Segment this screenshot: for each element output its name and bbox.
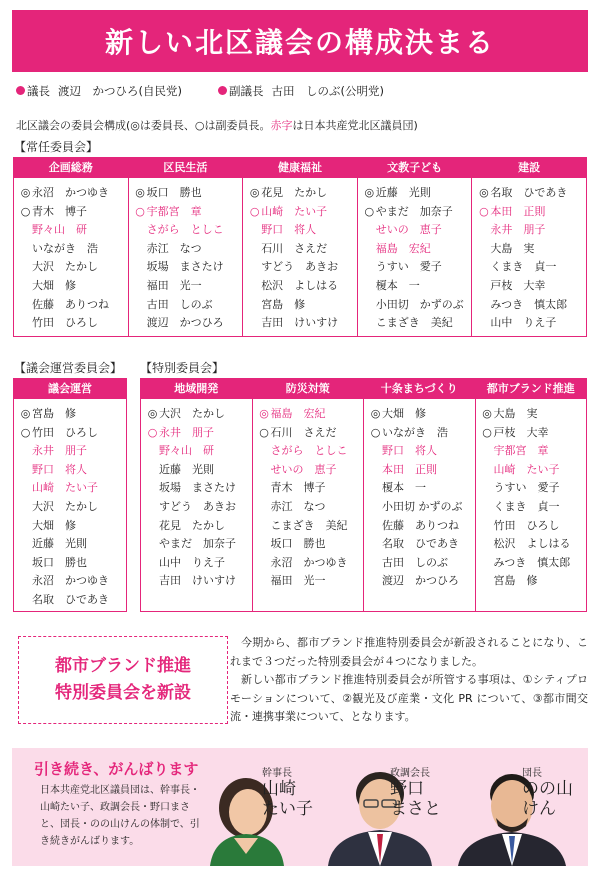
member-name: こまざき 美紀 [270, 518, 348, 532]
member-entry [481, 405, 583, 424]
member-name: 石川 さえだ [261, 241, 328, 255]
member-name-block [390, 764, 441, 819]
member-name: 松沢 よしはる [261, 278, 339, 292]
member-name: のの山 [522, 779, 573, 799]
member-entry [258, 572, 360, 591]
member-name: いながき 浩 [382, 425, 448, 439]
member-entry [369, 572, 471, 591]
committee-name: 文教子ども [358, 158, 472, 178]
member-entry [369, 498, 471, 517]
member-name-block [262, 764, 313, 819]
member-entry [258, 554, 360, 573]
member-name: 竹田 ひろし [32, 425, 98, 439]
member-entry [134, 277, 239, 296]
member-name: 吉田 けいすけ [159, 574, 236, 588]
member-entry [19, 296, 124, 315]
member-name: 永井 朋子 [32, 444, 87, 458]
member-entry [481, 517, 583, 536]
member-entry [146, 535, 248, 554]
member-entry [363, 296, 468, 315]
member-entry [258, 479, 360, 498]
member-entry [481, 498, 583, 517]
legend-red-text: 赤字 [270, 119, 293, 132]
member-mark: ◎ [20, 186, 31, 199]
member-entry [258, 498, 360, 517]
explanation-paragraph: 新しい都市ブランド推進特別委員会が所管する事項は、①シティプロモーションについて、②観光及び産業・文化 PR について、③都市間交流・連携事業について、となります。 [230, 673, 588, 723]
member-name: さがら としこ [270, 444, 348, 458]
member-name: 竹田 ひろし [493, 518, 560, 532]
member-name: 永井 朋子 [159, 425, 214, 439]
member-entry [481, 479, 583, 498]
committee-members [14, 399, 126, 610]
committee-members [14, 178, 128, 333]
member-name: 山中 りえ子 [490, 316, 557, 330]
member-name: けん [522, 799, 556, 819]
member-entry [481, 535, 583, 554]
regular-committee-table [13, 157, 587, 337]
member-name: くまき 貞一 [490, 260, 557, 274]
member-entry [146, 572, 248, 591]
officer-chair [16, 83, 182, 99]
member-mark: ◎ [20, 407, 31, 420]
explanation-paragraph: 今期から、都市ブランド推進特別委員会が新設されることになり、これまで３つだった特別委員会が４つになりました。 [230, 636, 588, 668]
member-entry [146, 498, 248, 517]
member-entry [19, 203, 124, 222]
member-entry [258, 461, 360, 480]
member-entry [146, 405, 248, 424]
member-entry [363, 240, 468, 259]
member-name: たい子 [262, 799, 313, 819]
member-name: 小田切 かずのぶ [382, 499, 463, 513]
member-name: 大畑 修 [382, 407, 426, 420]
member-entry [481, 554, 583, 573]
member-name: 野口 将人 [382, 444, 437, 458]
member-role: 団長 [522, 768, 542, 779]
member-entry [481, 461, 583, 480]
member-mark: ○ [364, 204, 375, 218]
committee-name: 地域開発 [141, 379, 252, 399]
legend-text-end: は日本共産党北区議員団) [292, 119, 418, 132]
section-regular-label: 【常任委員会】 [14, 140, 99, 154]
member-name: 小田切 かずのぶ [375, 297, 464, 311]
member-name: 名取 ひであき [32, 592, 109, 606]
continuation-title: 引き続き、がんばります [34, 760, 199, 778]
member-name: 戸枝 大幸 [493, 425, 549, 439]
committee-members [253, 399, 364, 591]
member-name: 佐藤 ありつね [32, 297, 109, 311]
member-entry [146, 424, 248, 443]
member-entry [134, 314, 239, 333]
member-entry [19, 277, 124, 296]
member-entry [19, 424, 122, 443]
committee-members [472, 178, 586, 333]
officers [16, 83, 384, 99]
member-name: 坂口 勝也 [146, 186, 202, 199]
officer-name: 古田 しのぶ(公明党) [271, 84, 384, 98]
member-name: せいの 恵子 [270, 462, 337, 476]
member-entry [369, 535, 471, 554]
member-entry [248, 314, 353, 333]
announcement-line: 都市ブランド推進 [55, 656, 191, 676]
committee-column [364, 379, 476, 611]
member-entry [134, 240, 239, 259]
member-mark: ○ [147, 425, 158, 439]
legend [16, 117, 418, 133]
member-name: 大沢 たかし [159, 407, 225, 420]
member-name: 大畑 修 [32, 518, 76, 532]
committee-name: 防災対策 [253, 379, 364, 399]
member-entry [369, 405, 471, 424]
committee-column [476, 379, 587, 611]
member-name: 坂場 まさたけ [159, 481, 236, 495]
member-entry [248, 240, 353, 259]
member-entry [369, 424, 471, 443]
member-name: 榎本 一 [382, 481, 426, 495]
bullet-dot-icon [218, 86, 227, 95]
member-entry [369, 554, 471, 573]
member-entry [19, 554, 122, 573]
committee-column [358, 158, 473, 336]
member-entry [363, 184, 468, 203]
section-special-label: 【特別委員会】 [140, 361, 225, 375]
member-name: 宇都宮 章 [146, 204, 202, 218]
member-entry [19, 572, 122, 591]
page-title: 新しい北区議会の構成決まる [12, 10, 588, 72]
member-name: 渡辺 かつひろ [146, 316, 224, 330]
member-name: 福田 光一 [146, 278, 202, 292]
member-name: 坂場 まさたけ [146, 260, 224, 274]
member-name: 宮島 修 [493, 574, 538, 588]
member-name: 青木 博子 [270, 481, 326, 495]
member-entry [248, 296, 353, 315]
member-name: みつき 慎太郎 [490, 297, 568, 311]
member-name: 野口 将人 [32, 462, 87, 476]
member-entry [134, 296, 239, 315]
member-name: やまだ 加奈子 [159, 537, 236, 551]
committee-column [141, 379, 253, 611]
committee-name: 議会運営 [14, 379, 126, 399]
member-name: 大島 実 [493, 407, 538, 420]
committee-name: 企画総務 [14, 158, 128, 178]
member-entry [477, 184, 582, 203]
member-name: 福島 宏紀 [375, 241, 431, 255]
member-name: 本田 正則 [382, 462, 437, 476]
member-name: 石川 さえだ [270, 425, 337, 439]
member-mark: ◎ [147, 407, 158, 420]
member-name: 永沼 かつゆき [32, 574, 109, 588]
officer-vice-chair [218, 83, 384, 99]
member-mark: ○ [370, 425, 381, 439]
member-entry [248, 277, 353, 296]
member-mark: ○ [20, 425, 31, 439]
member-name: 古田 しのぶ [382, 555, 448, 569]
member-name: せいの 恵子 [375, 223, 442, 237]
member-name: 近藤 光則 [32, 537, 87, 551]
member-name: 戸枝 大幸 [490, 278, 546, 292]
committee-members [358, 178, 472, 333]
member-entry [19, 314, 124, 333]
officer-name: 渡辺 かつひろ(自民党) [58, 84, 182, 98]
member-name: 本田 正則 [490, 204, 546, 218]
member-mark: ◎ [370, 407, 381, 420]
member-name: 近藤 光則 [375, 186, 431, 199]
member-name: やまだ 加奈子 [375, 204, 453, 218]
member-mark: ○ [482, 425, 492, 439]
member-name: 永沼 かつゆき [270, 555, 348, 569]
member-name: 赤江 なつ [146, 241, 202, 255]
member-name: 宮島 修 [261, 297, 306, 311]
member-mark: ◎ [479, 186, 489, 199]
member-entry [363, 258, 468, 277]
member-name: 宮島 修 [32, 407, 76, 420]
member-entry [146, 442, 248, 461]
member-entry [363, 277, 468, 296]
continuation-text: 日本共産党北区議員団は、幹事長・山崎たい子、政調会長・野口まさと、団長・のの山けんの体制で、引き続きがんばります。 [40, 785, 200, 847]
legend-text: 北区議会の委員会構成(◎は委員長、○は副委員長。 [16, 119, 271, 132]
special-committee-table [140, 378, 587, 612]
member-entry [258, 424, 360, 443]
committee-column [14, 379, 126, 611]
member-name: 山崎 たい子 [261, 204, 328, 218]
member-entry [146, 554, 248, 573]
member-name: うすい 愛子 [375, 260, 442, 274]
bullet-dot-icon [16, 86, 25, 95]
member-entry [146, 517, 248, 536]
member-entry [19, 461, 122, 480]
member-name: 山中 りえ子 [159, 555, 225, 569]
committee-name: 区民生活 [129, 158, 243, 178]
member-mark: ○ [135, 204, 145, 218]
member-entry [477, 203, 582, 222]
member-entry [134, 184, 239, 203]
officer-role: 議長 [27, 84, 50, 98]
member-name: こまざき 美紀 [375, 316, 453, 330]
member-entry [477, 314, 582, 333]
committee-column [253, 379, 365, 611]
member-name: うすい 愛子 [493, 481, 560, 495]
member-name: 宇都宮 章 [493, 444, 549, 458]
member-name: 福田 光一 [270, 574, 326, 588]
member-name: 吉田 けいすけ [261, 316, 339, 330]
member-name: 近藤 光則 [159, 462, 214, 476]
member-name: いながき 浩 [32, 241, 98, 255]
member-entry [134, 258, 239, 277]
explanation-text [230, 634, 588, 727]
member-mark: ◎ [259, 407, 269, 420]
committee-members [129, 178, 243, 333]
member-name: 山崎 [262, 779, 296, 799]
member-entry [19, 591, 122, 610]
member-entry [19, 479, 122, 498]
member-entry [477, 296, 582, 315]
committee-column [14, 158, 129, 336]
member-entry [258, 442, 360, 461]
member-mark: ◎ [364, 186, 375, 199]
member-mark: ○ [20, 204, 31, 218]
member-name: 竹田 ひろし [32, 316, 98, 330]
member-entry [369, 461, 471, 480]
member-name: 赤江 なつ [270, 499, 326, 513]
member-entry [363, 314, 468, 333]
member-entry [19, 258, 124, 277]
committee-members [476, 399, 587, 591]
committee-members [243, 178, 357, 333]
member-entry [19, 535, 122, 554]
committee-column [472, 158, 586, 336]
member-name: 佐藤 ありつね [382, 518, 459, 532]
member-entry [248, 221, 353, 240]
member-name: 野々山 研 [159, 444, 214, 458]
member-entry [477, 258, 582, 277]
member-name: すどう あきお [159, 499, 236, 513]
committee-name: 十条まちづくり [364, 379, 475, 399]
member-entry [477, 277, 582, 296]
member-entry [19, 442, 122, 461]
member-entry [481, 424, 583, 443]
member-entry [146, 479, 248, 498]
member-name: 名取 ひであき [490, 186, 568, 199]
member-mark: ○ [479, 204, 489, 218]
member-entry [477, 221, 582, 240]
member-name: 青木 博子 [32, 204, 87, 218]
member-name: 渡辺 かつひろ [382, 574, 459, 588]
member-entry [481, 442, 583, 461]
member-name: 福島 宏紀 [270, 407, 326, 420]
member-mark: ○ [249, 204, 260, 218]
member-entry [134, 203, 239, 222]
member-name: 大畑 修 [32, 278, 76, 292]
member-entry [19, 517, 122, 536]
committee-members [364, 399, 475, 591]
committee-name: 健康福祉 [243, 158, 357, 178]
member-name: くまき 貞一 [493, 499, 560, 513]
steering-committee-table [13, 378, 127, 612]
member-entry [369, 517, 471, 536]
committee-column [243, 158, 358, 336]
member-entry [258, 517, 360, 536]
member-name: 大島 実 [490, 241, 535, 255]
new-committee-announcement [18, 636, 228, 724]
member-mark: ◎ [482, 407, 492, 420]
member-name: 野々山 研 [32, 223, 87, 237]
member-entry [19, 405, 122, 424]
member-entry [19, 498, 122, 517]
committee-name: 建設 [472, 158, 586, 178]
member-name: 名取 ひであき [382, 537, 459, 551]
member-name: すどう あきお [261, 260, 339, 274]
member-entry [258, 535, 360, 554]
member-entry [258, 405, 360, 424]
member-entry [369, 442, 471, 461]
member-entry [477, 240, 582, 259]
member-name: 山崎 たい子 [493, 462, 560, 476]
member-entry [19, 184, 124, 203]
committee-members [141, 399, 252, 591]
member-entry [146, 461, 248, 480]
member-entry [248, 203, 353, 222]
member-name: まさと [390, 799, 441, 819]
member-role: 幹事長 [262, 768, 292, 779]
member-name: 松沢 よしはる [493, 537, 571, 551]
member-role: 政調会長 [390, 768, 430, 779]
member-name: さがら としこ [146, 223, 224, 237]
member-name: 花見 たかし [159, 518, 225, 532]
member-name: 花見 たかし [261, 186, 328, 199]
member-entry [19, 221, 124, 240]
member-entry [248, 258, 353, 277]
officer-role: 副議長 [228, 84, 264, 98]
member-name: 大沢 たかし [32, 260, 98, 274]
member-name: みつき 慎太郎 [493, 555, 571, 569]
member-name: 永井 朋子 [490, 223, 546, 237]
committee-column [129, 158, 244, 336]
member-name: 大沢 たかし [32, 499, 98, 513]
committee-name: 都市ブランド推進 [476, 379, 587, 399]
member-mark: ○ [259, 425, 269, 439]
section-steering-label: 【議会運営委員会】 [14, 361, 123, 375]
member-entry [134, 221, 239, 240]
member-entry [363, 203, 468, 222]
member-name: 古田 しのぶ [146, 297, 213, 311]
member-entry [369, 479, 471, 498]
announcement-line: 特別委員会を新設 [55, 683, 191, 703]
member-entry [481, 572, 583, 591]
member-name: 山崎 たい子 [32, 481, 98, 495]
member-name-block [522, 764, 573, 819]
member-entry [19, 240, 124, 259]
member-name: 坂口 勝也 [32, 555, 87, 569]
member-name: 榎本 一 [375, 278, 420, 292]
member-name: 永沼 かつゆき [32, 186, 109, 199]
member-mark: ◎ [249, 186, 260, 199]
member-entry [363, 221, 468, 240]
member-name: 坂口 勝也 [270, 537, 326, 551]
member-name: 野口 [390, 779, 424, 799]
member-entry [248, 184, 353, 203]
member-name: 野口 将人 [261, 223, 317, 237]
member-mark: ◎ [135, 186, 145, 199]
